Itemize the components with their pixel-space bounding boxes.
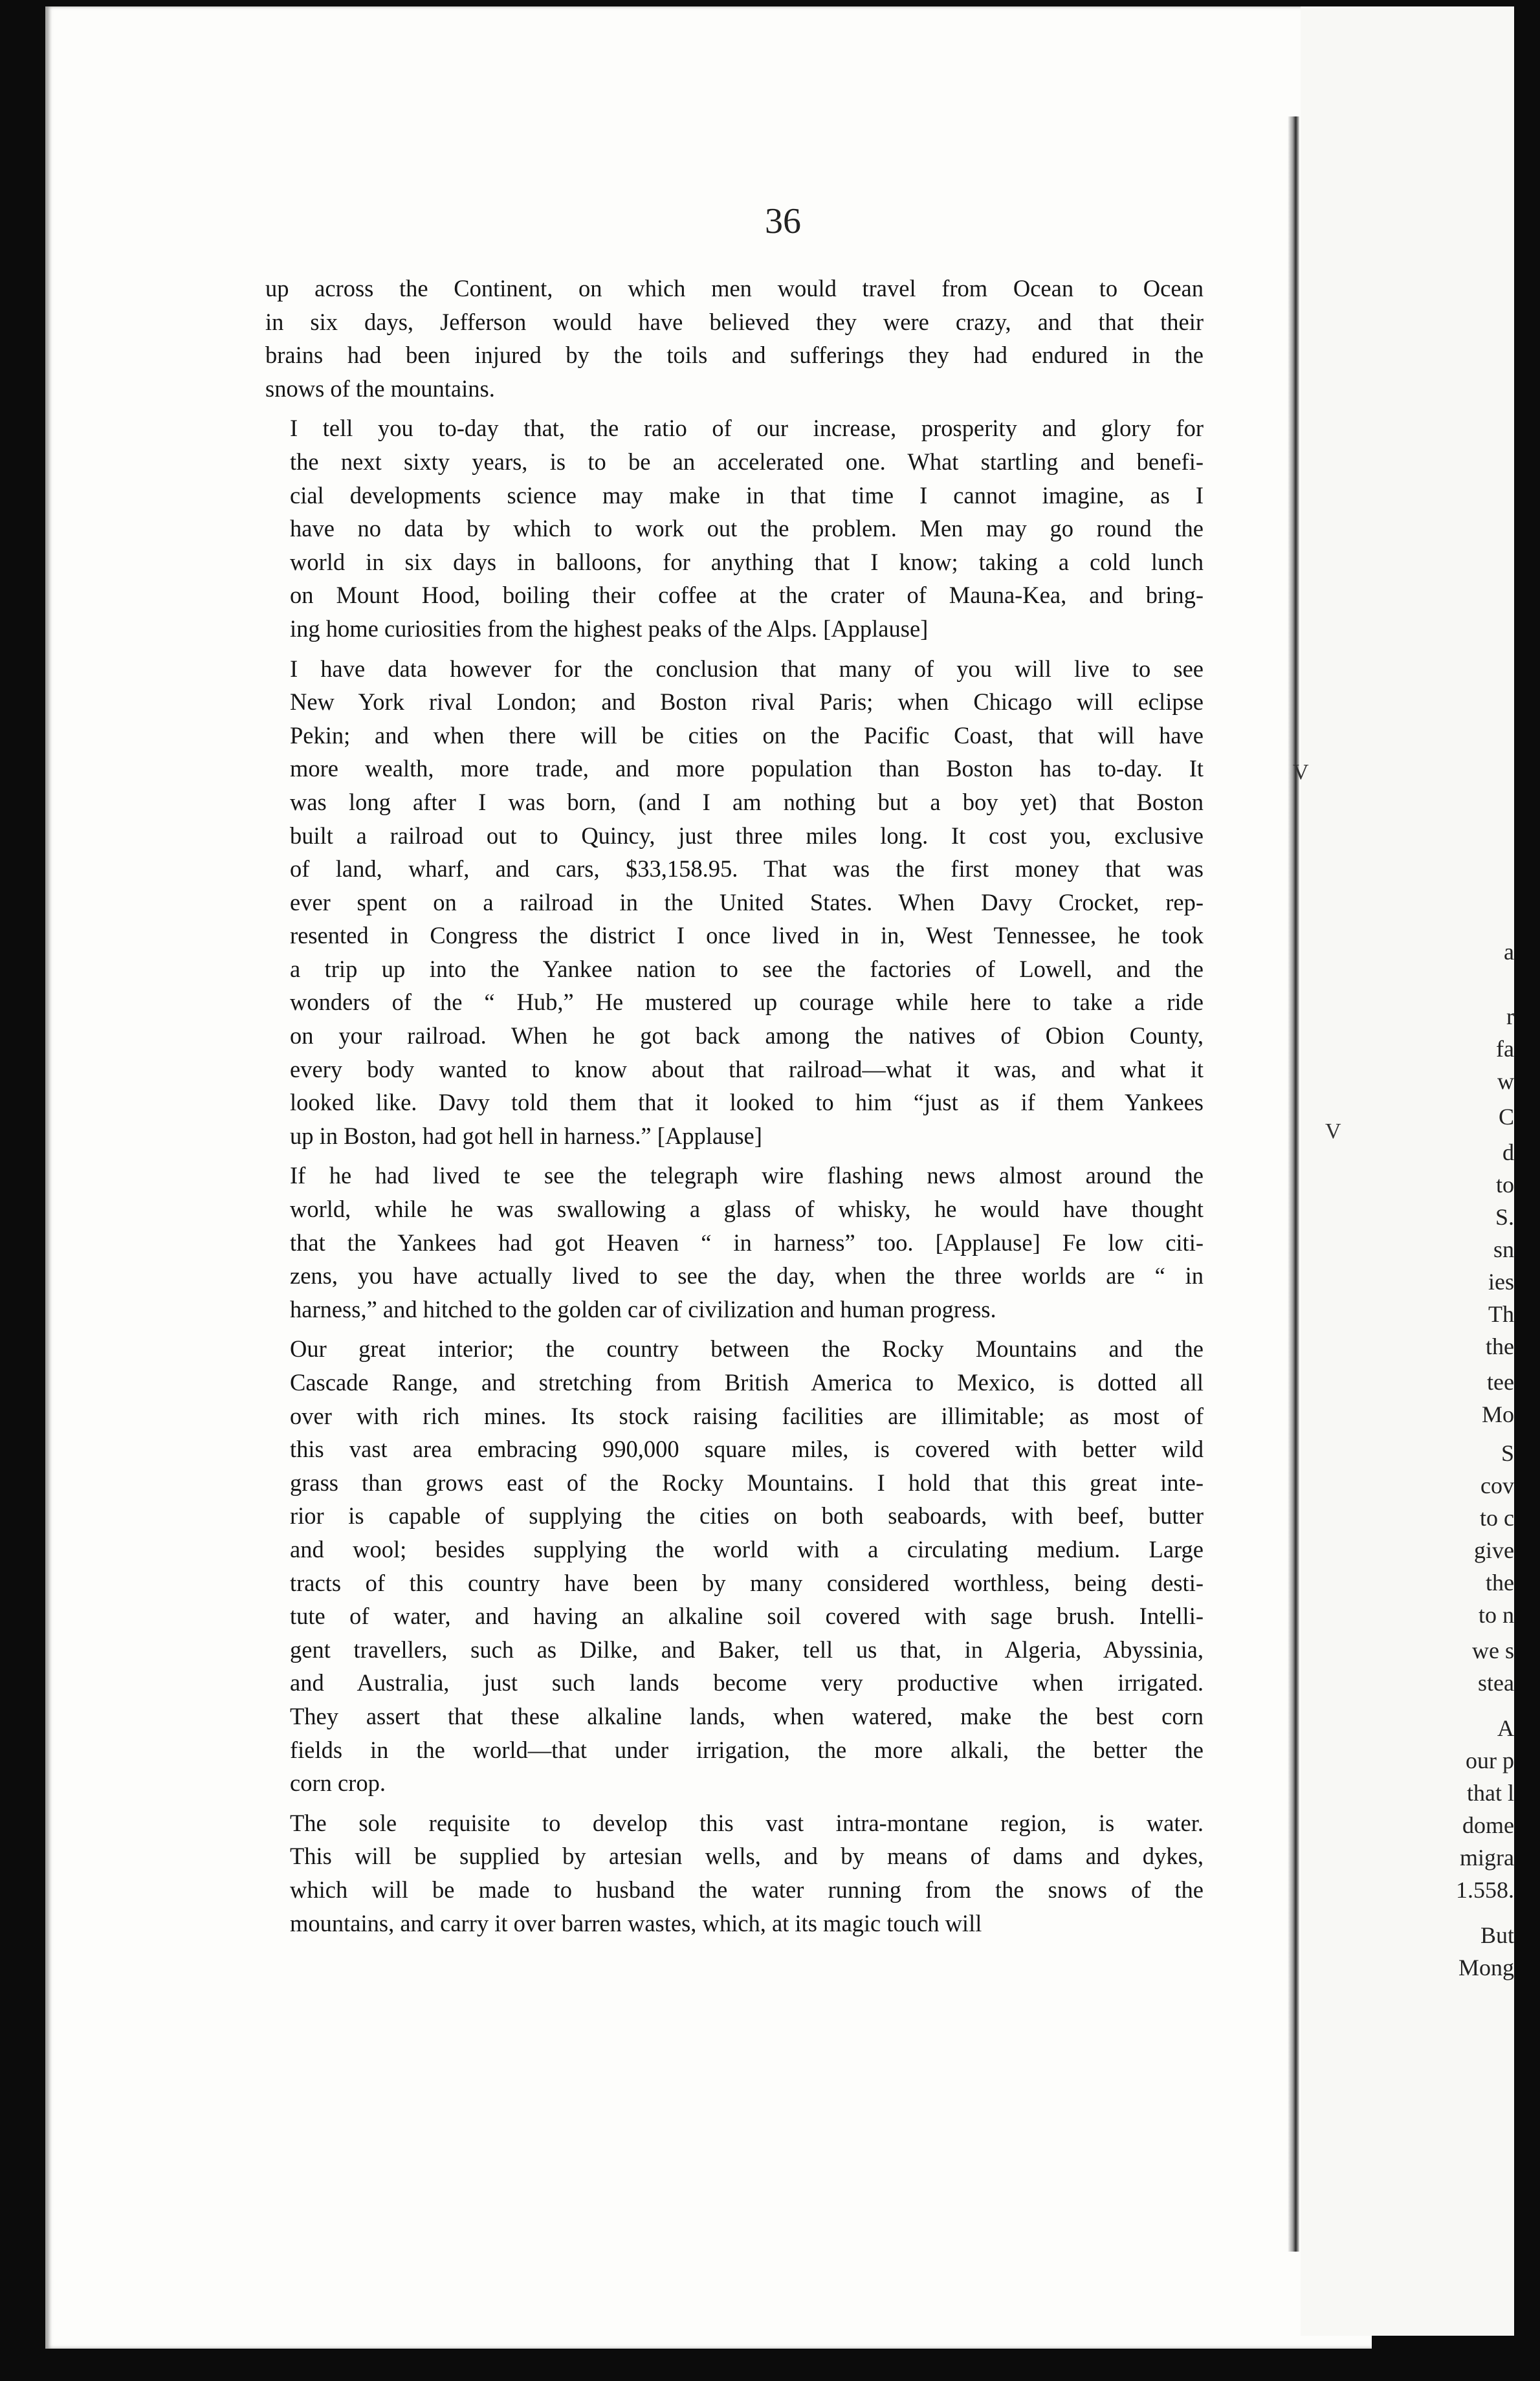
text-line: and wool; besides supplying the world with a circulating medium. Large [290,1535,1204,1563]
paragraph [265,1332,1204,1799]
facing-page-fragment: ies [1488,1269,1514,1295]
text-line: in six days, Jefferson would have believed they were crazy, and that their [265,308,1204,335]
page-number: 36 [765,201,801,241]
facing-page-fragment: cov [1480,1473,1514,1498]
text-line: This will be supplied by artesian wells, and by means of dams and dykes, [290,1843,1204,1870]
facing-page-fragment: sn [1493,1236,1514,1262]
text-line: rior is capable of supplying the cities on both seaboards, with beef, butter [290,1502,1204,1530]
text-line: of land, wharf, and cars, $33,158.95. That was the first money that was [290,855,1204,883]
facing-page-fragment: to n [1478,1602,1514,1628]
facing-page-fragment: C [1498,1104,1514,1130]
text-line: Pekin; and when there will be cities on the Pacific Coast, that will have [290,721,1204,749]
text-line: this vast area embracing 990,000 square miles, is covered with better wild [290,1436,1204,1463]
text-line: New York rival London; and Boston rival Paris; when Chicago will eclipse [290,688,1204,716]
binding-mark: V [1293,760,1309,784]
facing-page-fragment: to [1495,1172,1514,1198]
text-line: ing home curiosities from the highest peaks of the Alps. [Applause] [290,615,929,642]
text-line: fields in the world—that under irrigation, the more alkali, the better the [290,1736,1204,1763]
text-line: grass than grows east of the Rocky Mountains. I hold that this great inte- [290,1469,1204,1496]
text-line: was long after I was born, (and I am nothing but a boy yet) that Boston [290,788,1204,815]
facing-page-fragment: d [1502,1139,1514,1165]
text-line: on your railroad. When he got back among the natives of Obion County, [290,1022,1204,1049]
text-line: up across the Continent, on which men would travel from Ocean to Ocean [265,275,1204,302]
text-line: more wealth, more trade, and more population than Boston has to-day. It [290,755,1204,782]
text-line: and Australia, just such lands become very productive when irrigated. [290,1669,1204,1696]
body-text [265,272,1204,1946]
text-line: world in six days in balloons, for anything that I know; taking a cold lunch [290,548,1204,575]
text-line: I tell you to-day that, the ratio of our increase, prosperity and glory for [290,415,1204,442]
text-line: resented in Congress the district I once lived in in, West Tennessee, he took [290,922,1204,949]
facing-page-fragment: tee [1487,1369,1514,1395]
text-line: have no data by which to work out the problem. Men may go round the [290,515,1204,542]
text-line: They assert that these alkaline lands, when watered, make the best corn [290,1702,1204,1729]
facing-page-fragment: the [1486,1333,1514,1359]
paragraph [265,1806,1204,1940]
paragraph [265,1159,1204,1326]
facing-page-fragment: the [1486,1570,1514,1596]
text-line: built a railroad out to Quincy, just three miles long. It cost you, exclusive [290,822,1204,849]
text-line: gent travellers, such as Dilke, and Baker, tell us that, in Algeria, Abyssinia, [290,1636,1204,1663]
paragraph [265,272,1204,405]
text-line: that the Yankees had got Heaven “ in harness” too. [Applause] Fe low citi- [290,1229,1204,1256]
facing-page-fragment: give [1474,1537,1514,1563]
text-line: over with rich mines. Its stock raising facilities are illimitable; as most of [290,1402,1204,1429]
text-line: tracts of this country have been by many considered worthless, being desti- [290,1569,1204,1596]
page-fold [1288,116,1299,2252]
binding-mark: V [1325,1119,1341,1143]
facing-page [1301,6,1514,2336]
facing-page-fragment: migra [1460,1845,1514,1871]
text-line: The sole requisite to develop this vast intra-montane region, is water. [290,1809,1204,1836]
text-line: I have data however for the conclusion that many of you will live to see [290,655,1204,682]
facing-page-fragment: dome [1462,1812,1514,1838]
paragraph [265,652,1204,1153]
facing-page-fragment: S [1501,1440,1514,1466]
facing-page-fragment: S. [1495,1204,1514,1230]
facing-page-fragment: stea [1478,1670,1514,1696]
facing-page-fragment: Mo [1481,1401,1514,1427]
text-line: cial developments science may make in that time I cannot imagine, as I [290,481,1204,509]
text-line: harness,” and hitched to the golden car of civilization and human progress. [290,1295,996,1322]
text-line: mountains, and carry it over barren wastes, which, at its magic touch will [290,1909,982,1937]
facing-page-fragment: we s [1472,1638,1514,1663]
text-line: zens, you have actually lived to see the day, when the three worlds are “ in [290,1262,1204,1289]
text-line: If he had lived te see the telegraph wire flashing news almost around the [290,1162,1204,1189]
text-line: Our great interior; the country between the Rocky Mountains and the [290,1335,1204,1363]
facing-page-fragment: w [1497,1068,1514,1094]
text-line: world, while he was swallowing a glass of whisky, he would have thought [290,1196,1204,1223]
text-line: brains had been injured by the toils and sufferings they had endured in the [265,342,1204,369]
facing-page-fragment: A [1497,1715,1514,1741]
facing-page-fragment: Mong [1458,1955,1514,1981]
text-line: up in Boston, had got hell in harness.” [Applause] [290,1122,762,1149]
facing-page-fragment: r [1506,1004,1514,1029]
text-line: which will be made to husband the water running from the snows of the [290,1876,1204,1903]
facing-page-fragment: fa [1496,1036,1514,1062]
text-line: snows of the mountains. [265,375,495,402]
text-line: a trip up into the Yankee nation to see the factories of Lowell, and the [290,955,1204,982]
facing-page-fragment: our p [1466,1748,1514,1773]
text-line: looked like. Davy told them that it looked to him “just as if them Yankees [290,1089,1204,1116]
facing-page-fragment: that l [1467,1780,1514,1806]
facing-page-fragment: Th [1488,1301,1514,1327]
facing-page-fragment: 1.558. [1456,1877,1514,1903]
text-line: the next sixty years, is to be an accelerated one. What startling and benefi- [290,448,1204,475]
facing-page-fragment: to c [1480,1505,1514,1531]
facing-page-fragment: a [1504,939,1514,965]
text-line: wonders of the “ Hub,” He mustered up courage while here to take a ride [290,989,1204,1016]
paragraph [265,411,1204,645]
text-line: Cascade Range, and stretching from British America to Mexico, is dotted all [290,1369,1204,1396]
text-line: on Mount Hood, boiling their coffee at the crater of Mauna-Kea, and bring- [290,582,1204,609]
text-line: ever spent on a railroad in the United States. When Davy Crocket, rep- [290,888,1204,916]
text-line: corn crop. [290,1770,386,1797]
text-line: tute of water, and having an alkaline soil covered with sage brush. Intelli- [290,1603,1204,1630]
facing-page-fragment: But [1480,1922,1514,1948]
text-line: every body wanted to know about that railroad—what it was, and what it [290,1055,1204,1082]
